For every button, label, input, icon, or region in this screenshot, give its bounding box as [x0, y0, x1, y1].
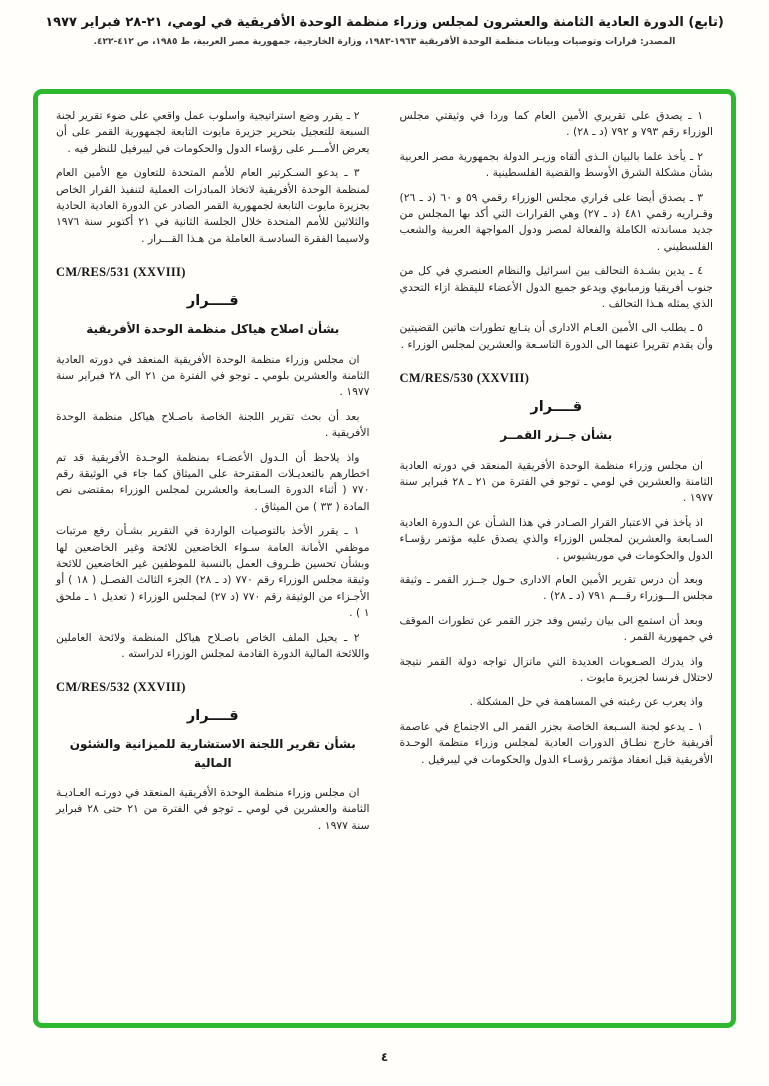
resolution-paragraph: ان مجلس وزراء منظمة الوحدة الأفريقية المنعقد في دورته العادية الثامنة والعشرين بلومي ـ توجو في الفترة من ٢١ الى ٢٨ فبراير سنة ١٩٧٧ .: [56, 352, 370, 399]
resolution-subject: بشأن اصلاح هياكل منظمة الوحدة الأفريقية: [86, 322, 340, 337]
resolution-paragraph: واذ يعرب عن رغبته في المساهمة في حل المشكلة .: [469, 695, 703, 709]
resolution-clause: ٢ ـ يقرر وضع استراتيجية واسلوب عمل واقعي على ضوء تقرير لجنة السبعة للتعجيل بتحرير جزيرة مايوت التابعة لجمهورية القمر على أن يعرض الأمـــر على رؤساء الدول والحكومات في ليبرفيل للنظر فيه .: [56, 109, 370, 155]
resolution-paragraph: وبعد أن استمع الى بيان رئيس وفد جزر القمر عن تطورات الموقف في جمهورية القمر .: [399, 613, 713, 644]
resolution-title: قــــرار: [530, 399, 583, 416]
resolution-title: قــــرار: [186, 293, 239, 310]
resolution-clause: ٢ ـ يحيل الملف الخاص باصـلاح هياكل المنظمة ولائحة العاملين واللائحة المالية الدورة القادمة لمجلس الوزراء لدراسته .: [56, 630, 370, 661]
resolution-title: قــــرار: [186, 708, 239, 725]
resolution-paragraph: ان مجلس وزراء منظمة الوحدة الأفريقية المنعقد في دورته العادية الثامنة والعشرين في لومي ـ توجو في الفترة من ٢١ ـ ٢٨ فبراير سنة ١٩٧٧ .: [399, 458, 713, 505]
resolution-id: CM/RES/531 (XXVIII): [56, 265, 186, 280]
header-source-note: المصدر: قرارات وتوصيات وبيانات منظمة الوحدة الأفريقية ١٩٦٣-١٩٨٣، وزارة الخارجية، جمهورية مصر العربية، ط ١٩٨٥، ص ٤١٢-٤٢٢.: [93, 37, 676, 47]
resolution-id: CM/RES/530 (XXVIII): [399, 371, 530, 386]
resolution-paragraph: وبعد أن درس تقرير الأمين العام الادارى حـول جــزر القمر ـ وثيقة مجلس الـــوزراء رقـــم ٧٩١ (د ـ ٢٨) .: [399, 572, 713, 603]
header-session-title: (تابع) الدورة العادية الثامنة والعشرون لمجلس وزراء منظمة الوحدة الأفريقية في لومي، ٢١-٢٨ فبراير ١٩٧٧: [45, 15, 724, 30]
resolution-paragraph: واذ يلاحظ أن الـدول الأعضـاء بمنظمة الوحـدة الأفريقية قد تم اخطارهم بالتعديـلات المقترحة على الميثاق كما جاء في الوثيقة رقم ٧٧٠ ( أثناء الدورة السـابعة والعشرين لمجلس الوزراء بمقتضى نص المادة ( ٣٣ ) من الميثاق .: [56, 450, 370, 513]
resolution-subject: بشأن تقرير اللجنة الاستشارية للميزانية والشئون المالية: [69, 737, 356, 770]
resolution-paragraph: ان مجلس وزراء منظمة الوحدة الأفريقية المنعقد في دورتـه العـاديـة الثامنة والعشرين في لومي ـ توجو في الفترة من ٢١ حتى ٢٨ فبراير سنة ١٩٧٧ .: [56, 785, 370, 832]
resolution-clause: ١ ـ يصدق على تقريري الأمين العام كما وردا في وثيقتي مجلس الوزراء رقم ٧٩٣ و ٧٩٢ (د ـ ٢٨) .: [399, 109, 713, 139]
resolution-subject: بشأن جــزر القمــر: [500, 428, 613, 443]
content-border-frame: [33, 89, 736, 1028]
page-number: ٤: [380, 1050, 389, 1064]
page-header: [0, 0, 769, 47]
resolution-paragraph: بعد أن بحث تقرير اللجنة الخاصة باصـلاح هياكل منظمة الوحدة الأفريقية .: [56, 409, 370, 440]
resolution-clause: ٢ ـ يأخذ علما بالبيان الـذى ألقاه وزيـر الدولة بجمهورية مصر العربية بشأن مشكلة الشرق الأوسط والقضية الفلسطينية .: [399, 149, 713, 180]
resolution-paragraph: واذ يدرك الصـعوبات العديدة التي ماتزال تواجه دولة القمر نتيجة لاحتلال فرنسا لجزيرة مايوت .: [399, 654, 713, 685]
resolution-paragraph: اذ يأخذ في الاعتبار القرار الصـادر في هذا الشـأن عن الـدورة العادية السـابعة والعشرين لمجلس الوزراء والذي يصدق عليه مؤتمر رؤسـاء الدول والحكومات في موريشيوس .: [399, 515, 713, 562]
resolution-clause: ١ ـ يدعو لجنة السـبعة الخاصة بجزر القمر الى الاجتماع في عاصمة أفريقية خارج نطـاق الدورات العادية لمجلس وزراء منظمة الوحـدة الأفريقية قبل انعقاد مؤتمر رؤسـاء الدول والحكومات في ليبرفيل .: [399, 719, 713, 766]
resolution-clause: ٥ ـ يطلب الى الأمين العـام الادارى أن يتـابع تطورات هاتين القضيتين وأن يقدم تقريرا عنهما الى الدورة التاسـعة والعشرين لمجلس الوزراء .: [399, 321, 713, 351]
resolution-clause: ١ ـ يقرر الأخذ بالتوصيات الواردة في التقرير بشـأن رفع مرتبات موظفي الأمانة العامة سـواء الخاضعين للائحة وغير الخاضعين لها وبشأن تحسين ظـروف العمل بالنسبة للموظفين غير الخاضعين للائحة وثيقة مجلس الوزراء رقم ٧٧٠ (د ـ ٢٨) الجزء الثالث الفصـل ( ١٨ ) أو الأجـزاء من الوثيقة رقم ٧٧٠ (د ٢٧) لمجلس الوزراء ( تعديل ١ ـ ملحق ١ ) .: [56, 524, 370, 620]
two-column-layout: [56, 108, 713, 1013]
resolution-clause: ٤ ـ يدين بشـدة التحالف بين اسرائيل والنظام العنصري في كل من جنوب أفريقيا وزمبابوي ويدعو جميع الدول الأعضاء لليقظة ازاء التحدي الذي يمثله هـذا التحالف .: [399, 264, 713, 311]
resolution-clause: ٣ ـ يصدق أيضا على قراري مجلس الوزراء رقمي ٥٩ و ٦٠ (د ـ ٢٦) وقـراريه رقمي ٤٨١ (د ـ ٢٧) وهي القرارات التي أكد بها المجلس من جديد مساندته الكاملة والفعالة لمصر ودول المواجهة العربية والشعب الفلسطيني .: [399, 190, 713, 253]
resolution-clause: ٣ ـ يدعو السـكرتير العام للأمم المتحدة للتعاون مع الأمين العام لمنظمة الوحدة الأفريقية لاتخاذ المبادرات العملية لتنفيذ القرار الخاص بجزيرة مايوت التابعة لجمهورية القمر الصادر عن الدورة العادية الحادية والثلاثين للأمم المتحدة خلال الجلسة الثانية في ٢١ أكتوبر سنة ١٩٧٦ ولاسيما الفقرة السادسـة العاملة من هـذا القـــرار .: [56, 166, 370, 245]
resolution-id: CM/RES/532 (XXVIII): [56, 680, 186, 695]
column-left: [56, 108, 370, 1013]
column-right: [400, 108, 714, 1013]
